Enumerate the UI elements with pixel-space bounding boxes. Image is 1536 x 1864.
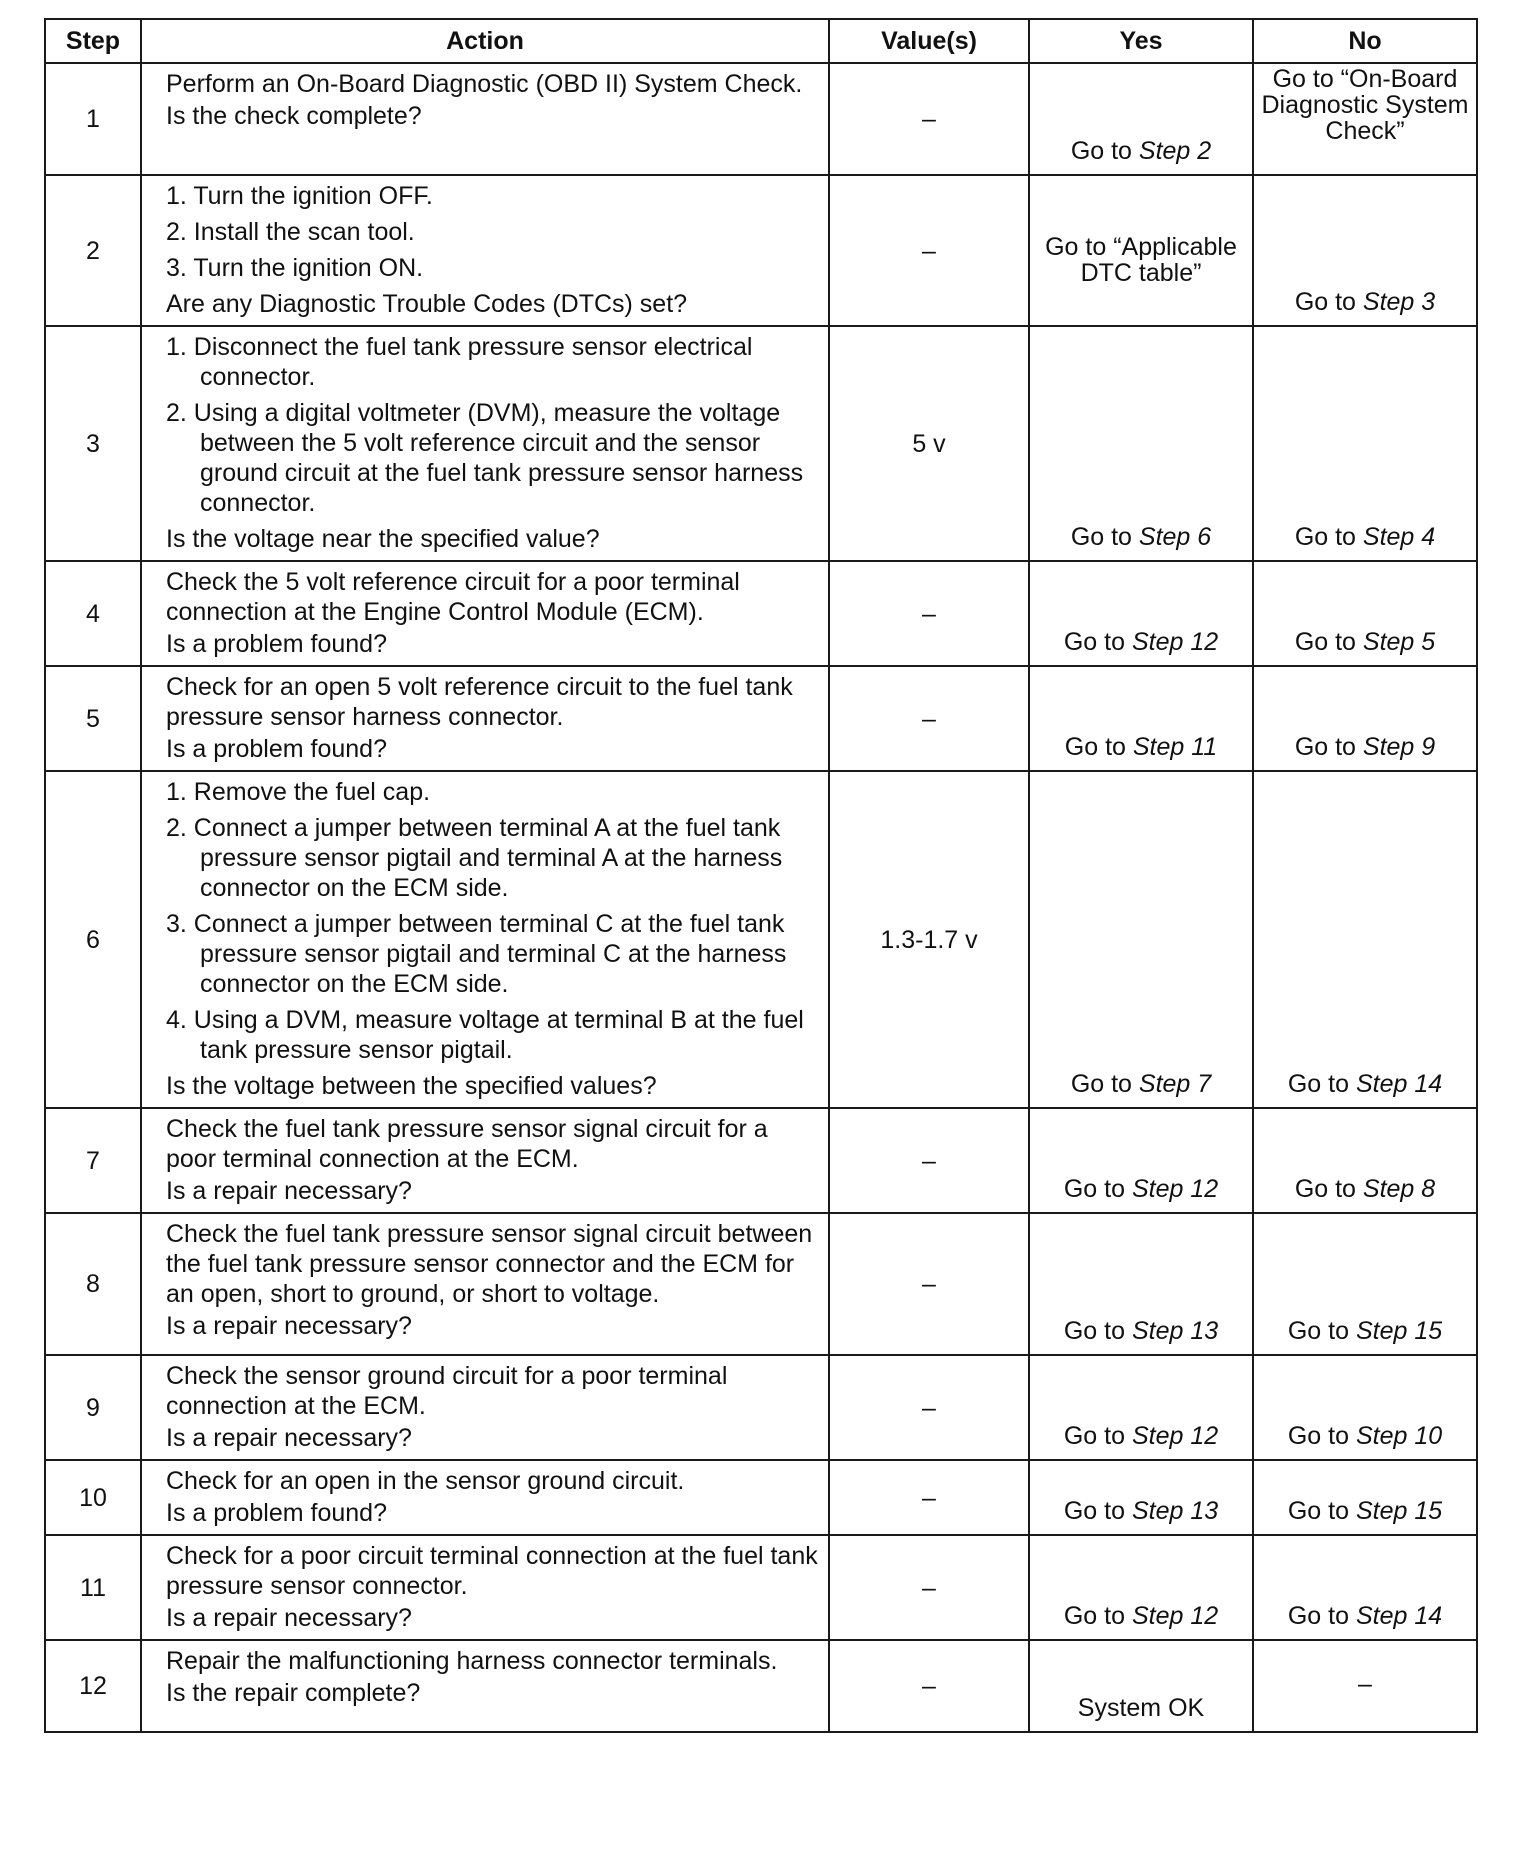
value-cell: –	[829, 1535, 1029, 1640]
no-goto-prefix: Go to	[1287, 1602, 1356, 1630]
yes-goto-prefix: Go to	[1063, 1422, 1132, 1450]
value-cell: –	[829, 1460, 1029, 1535]
action-question: Is a repair necessary?	[166, 1312, 412, 1340]
yes-cell	[1029, 771, 1253, 1108]
value-cell: 5 v	[829, 326, 1029, 561]
no-goto-prefix: Go to	[1287, 1422, 1356, 1450]
no-result: Go to “On-Board Diagnostic System Check”	[1261, 65, 1469, 145]
yes-cell	[1029, 561, 1253, 666]
table-row	[45, 1355, 1477, 1460]
no-goto	[1260, 1421, 1470, 1451]
no-goto-target: Step 5	[1362, 628, 1436, 656]
action-text: Check for an open in the sensor ground circuit.	[166, 1467, 685, 1495]
yes-cell	[1029, 175, 1253, 326]
yes-goto-target: Step 7	[1138, 1070, 1212, 1098]
yes-goto	[1036, 1496, 1246, 1526]
yes-goto	[1036, 732, 1246, 762]
no-goto-prefix: Go to	[1287, 1497, 1356, 1525]
action-question: Is a repair necessary?	[166, 1424, 412, 1452]
no-cell	[1253, 326, 1477, 561]
action-step-item: 1. Turn the ignition OFF.	[166, 182, 433, 210]
action-cell	[141, 63, 829, 175]
step-number: 7	[45, 1108, 141, 1213]
no-cell	[1253, 175, 1477, 326]
yes-goto-prefix: Go to	[1063, 1317, 1132, 1345]
action-text: Check the sensor ground circuit for a poor terminal connection at the ECM.	[166, 1362, 728, 1420]
no-goto-target: Step 10	[1355, 1422, 1443, 1450]
header-values: Value(s)	[829, 19, 1029, 63]
no-cell	[1253, 1108, 1477, 1213]
no-cell	[1253, 561, 1477, 666]
step-number: 6	[45, 771, 141, 1108]
action-question: Are any Diagnostic Trouble Codes (DTCs) set?	[166, 290, 688, 318]
table-row	[45, 63, 1477, 175]
table-row	[45, 1108, 1477, 1213]
no-goto	[1260, 1174, 1470, 1204]
table-row	[45, 1213, 1477, 1355]
value-cell: –	[829, 1640, 1029, 1732]
header-yes: Yes	[1029, 19, 1253, 63]
action-step-item: 3. Turn the ignition ON.	[166, 254, 424, 282]
no-goto	[1260, 627, 1470, 657]
no-goto	[1260, 522, 1470, 552]
action-cell	[141, 1355, 829, 1460]
table-row	[45, 175, 1477, 326]
table-row	[45, 1535, 1477, 1640]
action-text: Perform an On-Board Diagnostic (OBD II) System Check.	[166, 70, 803, 98]
yes-goto	[1036, 1069, 1246, 1099]
action-steps	[166, 181, 818, 283]
yes-goto	[1036, 1174, 1246, 1204]
action-text: Check for an open 5 volt reference circuit to the fuel tank pressure sensor harness connector.	[166, 673, 793, 731]
action-steps	[166, 332, 818, 518]
step-number: 5	[45, 666, 141, 771]
yes-goto-prefix: Go to	[1063, 1497, 1132, 1525]
yes-goto	[1036, 522, 1246, 552]
action-text: Repair the malfunctioning harness connector terminals.	[166, 1647, 778, 1675]
table-row	[45, 1460, 1477, 1535]
action-text: Check the fuel tank pressure sensor signal circuit for a poor terminal connection at the ECM.	[166, 1115, 768, 1173]
yes-cell	[1029, 1355, 1253, 1460]
action-question: Is the repair complete?	[166, 1679, 421, 1707]
no-goto-target: Step 9	[1362, 733, 1436, 761]
yes-cell	[1029, 326, 1253, 561]
step-number: 1	[45, 63, 141, 175]
yes-goto-target: Step 11	[1132, 733, 1218, 761]
yes-goto-prefix: Go to	[1063, 1602, 1132, 1630]
yes-goto-prefix: Go to	[1070, 523, 1139, 551]
action-cell	[141, 1640, 829, 1732]
yes-cell	[1029, 1535, 1253, 1640]
action-cell	[141, 666, 829, 771]
no-cell	[1253, 1640, 1477, 1732]
yes-cell	[1029, 1640, 1253, 1732]
action-cell	[141, 771, 829, 1108]
no-cell	[1253, 1355, 1477, 1460]
no-goto	[1260, 1316, 1470, 1346]
action-cell	[141, 326, 829, 561]
yes-goto	[1036, 1316, 1246, 1346]
yes-goto	[1036, 136, 1246, 166]
table-row	[45, 1640, 1477, 1732]
value-cell: –	[829, 561, 1029, 666]
yes-goto-target: Step 12	[1131, 1602, 1219, 1630]
no-goto-target: Step 15	[1355, 1317, 1443, 1345]
no-goto-prefix: Go to	[1287, 1070, 1356, 1098]
action-question: Is a problem found?	[166, 735, 387, 763]
value-cell: –	[829, 1355, 1029, 1460]
action-cell	[141, 1460, 829, 1535]
action-steps	[166, 777, 818, 1065]
no-goto-target: Step 3	[1362, 288, 1436, 316]
action-text: Check for a poor circuit terminal connection at the fuel tank pressure sensor connector.	[166, 1542, 818, 1600]
table-row	[45, 326, 1477, 561]
yes-cell	[1029, 1108, 1253, 1213]
no-goto	[1260, 732, 1470, 762]
no-goto	[1260, 287, 1470, 317]
value-cell: –	[829, 1213, 1029, 1355]
diagnostic-table	[44, 18, 1478, 1733]
action-text: Check the fuel tank pressure sensor signal circuit between the fuel tank pressure sensor connector and the ECM for an open, short to ground, or short to voltage.	[166, 1220, 813, 1308]
table-row	[45, 771, 1477, 1108]
yes-goto	[1036, 1421, 1246, 1451]
action-question: Is the check complete?	[166, 102, 422, 130]
no-cell	[1253, 1213, 1477, 1355]
no-cell	[1253, 666, 1477, 771]
action-question: Is a problem found?	[166, 1499, 387, 1527]
action-step-item: 3. Connect a jumper between terminal C at the fuel tank pressure sensor pigtail and terminal C at the harness connector on the ECM side.	[166, 910, 787, 998]
step-number: 11	[45, 1535, 141, 1640]
action-step-item: 1. Disconnect the fuel tank pressure sensor electrical connector.	[166, 333, 753, 391]
step-number: 12	[45, 1640, 141, 1732]
step-number: 4	[45, 561, 141, 666]
action-cell	[141, 1213, 829, 1355]
no-cell	[1253, 63, 1477, 175]
no-goto	[1260, 1601, 1470, 1631]
no-goto-prefix: Go to	[1294, 523, 1363, 551]
yes-cell	[1029, 63, 1253, 175]
action-cell	[141, 175, 829, 326]
value-cell: –	[829, 1108, 1029, 1213]
yes-goto-target: Step 12	[1131, 628, 1219, 656]
yes-goto-target: Step 13	[1131, 1317, 1219, 1345]
header-step: Step	[45, 19, 141, 63]
no-goto-prefix: Go to	[1294, 628, 1363, 656]
value-cell: –	[829, 666, 1029, 771]
action-question: Is a repair necessary?	[166, 1604, 412, 1632]
yes-cell	[1029, 1460, 1253, 1535]
step-number: 9	[45, 1355, 141, 1460]
no-goto-target: Step 8	[1362, 1175, 1436, 1203]
action-question: Is a problem found?	[166, 630, 387, 658]
no-goto-target: Step 14	[1355, 1602, 1443, 1630]
no-goto-prefix: Go to	[1294, 288, 1363, 316]
action-step-item: 2. Using a digital voltmeter (DVM), measure the voltage between the 5 volt reference circuit and the sensor ground circuit at the fuel tank pressure sensor harness connector.	[166, 399, 804, 517]
diagnostic-table-document	[44, 18, 1478, 1733]
no-goto-target: Step 14	[1355, 1070, 1443, 1098]
yes-goto-prefix: Go to	[1063, 1175, 1132, 1203]
yes-goto-target: Step 6	[1138, 523, 1212, 551]
header-no: No	[1253, 19, 1477, 63]
no-goto-prefix: Go to	[1294, 1175, 1363, 1203]
no-result: –	[1358, 1670, 1372, 1698]
yes-goto-prefix: Go to	[1063, 628, 1132, 656]
yes-result: Go to “Applicable DTC table”	[1045, 232, 1237, 287]
no-goto-target: Step 4	[1362, 523, 1436, 551]
yes-goto	[1036, 1601, 1246, 1631]
no-cell	[1253, 771, 1477, 1108]
action-step-item: 2. Connect a jumper between terminal A at the fuel tank pressure sensor pigtail and terminal A at the harness connector on the ECM side.	[166, 814, 783, 902]
yes-cell	[1029, 666, 1253, 771]
action-cell	[141, 561, 829, 666]
action-step-item: 4. Using a DVM, measure voltage at terminal B at the fuel tank pressure sensor pigtail.	[166, 1006, 804, 1064]
action-step-item: 1. Remove the fuel cap.	[166, 778, 431, 806]
header-row	[45, 19, 1477, 63]
yes-goto-target: Step 2	[1138, 137, 1212, 165]
value-cell: –	[829, 63, 1029, 175]
header-action: Action	[141, 19, 829, 63]
action-text: Check the 5 volt reference circuit for a poor terminal connection at the Engine Control Module (ECM).	[166, 568, 740, 626]
no-goto-prefix: Go to	[1287, 1317, 1356, 1345]
yes-goto-prefix: Go to	[1070, 137, 1139, 165]
yes-cell	[1029, 1213, 1253, 1355]
yes-goto	[1036, 627, 1246, 657]
step-number: 10	[45, 1460, 141, 1535]
step-number: 8	[45, 1213, 141, 1355]
yes-goto-target: Step 12	[1131, 1175, 1219, 1203]
action-cell	[141, 1108, 829, 1213]
no-cell	[1253, 1535, 1477, 1640]
no-goto	[1260, 1496, 1470, 1526]
value-cell: –	[829, 175, 1029, 326]
step-number: 2	[45, 175, 141, 326]
yes-goto-target: Step 13	[1131, 1497, 1219, 1525]
action-question: Is the voltage near the specified value?	[166, 525, 600, 553]
no-goto-prefix: Go to	[1294, 733, 1363, 761]
value-cell: 1.3-1.7 v	[829, 771, 1029, 1108]
action-step-item: 2. Install the scan tool.	[166, 218, 415, 246]
action-question: Is a repair necessary?	[166, 1177, 412, 1205]
table-row	[45, 561, 1477, 666]
yes-goto-prefix: Go to	[1064, 733, 1133, 761]
yes-goto-target: Step 12	[1131, 1422, 1219, 1450]
table-row	[45, 666, 1477, 771]
no-cell	[1253, 1460, 1477, 1535]
yes-goto-prefix: Go to	[1070, 1070, 1139, 1098]
yes-result: System OK	[1077, 1694, 1205, 1722]
action-question: Is the voltage between the specified values?	[166, 1072, 657, 1100]
step-number: 3	[45, 326, 141, 561]
no-goto-target: Step 15	[1355, 1497, 1443, 1525]
no-goto	[1260, 1069, 1470, 1099]
action-cell	[141, 1535, 829, 1640]
